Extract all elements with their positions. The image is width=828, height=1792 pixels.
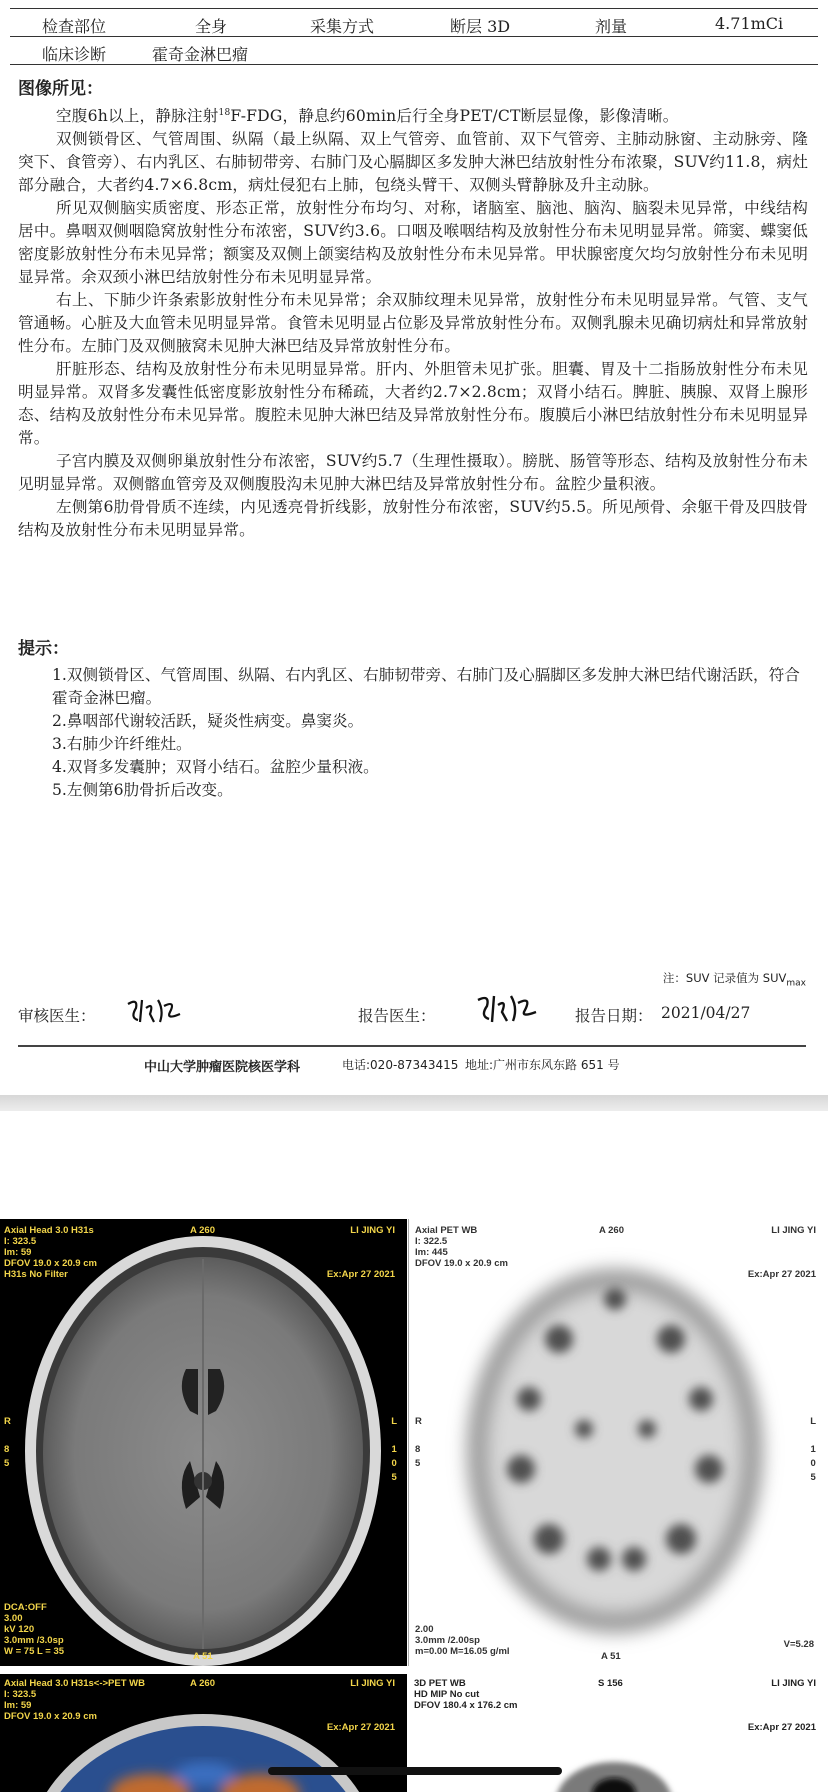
exam-site-value: 全身 (195, 17, 228, 36)
tip-item: 5.左侧第6肋骨折后改变。 (52, 781, 233, 799)
mip-info-line: HD MIP No cut (414, 1689, 480, 1700)
ct-bottom-center: A 51 (193, 1651, 213, 1662)
header-row-diagnosis (10, 37, 818, 65)
pet-info-line: DFOV 19.0 x 20.9 cm (415, 1258, 508, 1269)
pet-bottom-center: A 51 (601, 1651, 621, 1662)
pet-right-marker (810, 1415, 816, 1485)
suv-note (663, 970, 806, 988)
fusion-top-center: A 260 (190, 1678, 215, 1689)
pet-axial-panel (408, 1219, 828, 1666)
pet-right-5: 5 (810, 1472, 816, 1483)
mip-info-line: DFOV 180.4 x 176.2 cm (414, 1700, 518, 1711)
reporter-signature (474, 990, 546, 1026)
ct-axial-panel (0, 1219, 407, 1666)
footer-divider (18, 1045, 806, 1047)
home-indicator[interactable] (268, 1767, 562, 1775)
mip-patient-name: LI JING YI (771, 1678, 816, 1689)
ct-left-r: R (4, 1416, 11, 1427)
pet-info-line: Im: 445 (415, 1247, 448, 1258)
pet-right-1: 1 (810, 1444, 816, 1455)
ct-params-line: 3.00 (4, 1613, 23, 1624)
suv-note-sub: max (786, 978, 806, 989)
ct-right-marker (391, 1415, 397, 1485)
pet-left-r: R (415, 1416, 422, 1427)
mip-top-center: S 156 (598, 1678, 623, 1689)
ct-params-line: 3.0mm /3.0sp (4, 1635, 64, 1646)
ct-info-line: Im: 59 (4, 1247, 32, 1258)
ct-left-marker (4, 1415, 11, 1471)
ct-right-1: 1 (391, 1444, 397, 1455)
findings-title: 图像所见： (18, 79, 103, 99)
fusion-info-line: I: 323.5 (4, 1689, 37, 1700)
fusion-info-line: Im: 59 (4, 1700, 32, 1711)
footer-institution: 中山大学肿瘤医院核医学科 (144, 1060, 301, 1075)
dose-label: 剂量 (595, 17, 628, 36)
ct-params-line: DCA:OFF (4, 1602, 47, 1613)
tip-item: 1.双侧锁骨区、气管周围、纵隔、右内乳区、右肺韧带旁、右肺门及心膈脚区多发肿大淋巴结代谢活跃，符合霍奇金淋巴瘤。 (52, 666, 800, 707)
ct-brain-image (0, 1219, 407, 1666)
findings-paragraph: 左侧第6肋骨骨质不连续，内见透亮骨折线影，放射性分布浓密，SUV约5.5。所见颅骨、余躯干骨及四肢骨结构及放射性分布未见明显异常。 (18, 498, 808, 540)
ct-params-line: W = 75 L = 35 (4, 1646, 65, 1657)
tip-item: 2.鼻咽部代谢较活跃，疑炎性病变。鼻窦炎。 (52, 712, 364, 730)
ct-right-l: L (391, 1416, 397, 1427)
pet-info-line: Axial PET WB (415, 1225, 478, 1236)
ct-right-5: 5 (391, 1472, 397, 1483)
mip-exam-date: Ex:Apr 27 2021 (747, 1722, 816, 1733)
acquisition-value: 断层 3D (450, 17, 511, 36)
ct-info-line: I: 323.5 (4, 1236, 37, 1247)
pet-info-line: I: 322.5 (415, 1236, 448, 1247)
pet-left-5: 5 (415, 1458, 421, 1469)
ct-info-line: DFOV 19.0 x 20.9 cm (4, 1258, 97, 1269)
ct-exam-date: Ex:Apr 27 2021 (326, 1269, 395, 1280)
ct-info-line: Axial Head 3.0 H31s (4, 1225, 94, 1236)
header-row-exam (10, 9, 818, 37)
reviewer-label: 审核医生： (18, 1007, 96, 1025)
mip-info-line: 3D PET WB (414, 1678, 466, 1689)
ct-patient-name: LI JING YI (350, 1225, 395, 1236)
fusion-info-line: Axial Head 3.0 H31s<->PET WB (4, 1678, 145, 1689)
findings-paragraph: 右上、下肺少许条索影放射性分布未见异常；余双肺纹理未见异常，放射性分布未见明显异常。气管、支气管通畅。心脏及大血管未见明显异常。食管未见明显占位影及异常放射性分布。双侧乳腺未见确切病灶和异常放射性分布。左肺门及双侧腋窝未见肿大淋巴结及异常放射性分布。 (18, 291, 808, 356)
findings-paragraph: 所见双侧脑实质密度、形态正常，放射性分布均匀、对称，诸脑室、脑池、脑沟、脑裂未见异常，中线结构居中。鼻咽双侧咽隐窝放射性分布浓密，SUV约3.6。口咽及喉咽结构及放射性分布未见明显异常。筛窦、蝶窦低密度影放射性分布未见异常；额窦及双侧上颌窦结构及放射性分布未见异常。甲状腺密度欠均匀放射性分布未见明显异常。余双颈小淋巴结放射性分布未见明显异常。 (18, 199, 808, 287)
ct-right-0: 0 (391, 1458, 397, 1469)
reporter-label: 报告医生： (358, 1007, 436, 1025)
findings-body (18, 102, 808, 542)
pet-patient-name: LI JING YI (771, 1225, 816, 1236)
pet-left-8: 8 (415, 1444, 421, 1455)
tip-item: 4.双肾多发囊肿；双肾小结石。盆腔少量积液。 (52, 758, 379, 776)
pet-right-0: 0 (810, 1458, 816, 1469)
exam-site-label: 检查部位 (42, 17, 107, 36)
header-table (10, 8, 818, 65)
report-date-label: 报告日期： (575, 1007, 653, 1025)
suv-note-text: 注：SUV 记录值为 SUV (662, 971, 787, 985)
pet-left-marker (415, 1415, 422, 1471)
pet-brain-image (409, 1219, 828, 1666)
ct-left-8: 8 (4, 1444, 10, 1455)
acquisition-label: 采集方式 (310, 17, 375, 36)
findings-paragraph: 双侧锁骨区、气管周围、纵隔（最上纵隔、双上气管旁、血管前、双下气管旁、主肺动脉窗、主动脉旁、隆突下、食管旁）、右内乳区、右肺韧带旁、右肺门及心膈脚区多发肿大淋巴结放射性分布浓聚，SUV约11.8，病灶部分融合，大者约4.7×6.8cm，病灶侵犯右上肺，包绕头臂干、双侧头臂静脉及升主动脉。 (18, 130, 808, 195)
pet-params-line: m=0.00 M=16.05 g/ml (415, 1646, 510, 1657)
pet-params-line: 2.00 (415, 1624, 434, 1635)
diagnosis-label: 临床诊断 (42, 45, 107, 64)
tips-title: 提示： (18, 639, 69, 659)
footer-phone: 电话:020-87343415 (342, 1058, 459, 1072)
ct-top-center: A 260 (190, 1225, 215, 1236)
findings-paragraph: 肝脏形态、结构及放射性分布未见明显异常。肝内、外胆管未见扩张。胆囊、胃及十二指肠放射性分布未见明显异常。双肾多发囊性低密度影放射性分布稀疏，大者约2.7×2.8cm；双肾小结石。脾脏、胰腺、双肾上腺形态、结构及放射性分布未见异常。腹腔未见肿大淋巴结及异常放射性分布。腹膜后小淋巴结放射性分布未见明显异常。 (18, 360, 808, 448)
pet-params-line: 3.0mm /2.00sp (415, 1635, 480, 1646)
fusion-info-line: DFOV 19.0 x 20.9 cm (4, 1711, 97, 1722)
pet-exam-date: Ex:Apr 27 2021 (747, 1269, 816, 1280)
dose-value: 4.71mCi (715, 14, 784, 33)
pet-top-center: A 260 (599, 1225, 624, 1236)
fusion-patient-name: LI JING YI (350, 1678, 395, 1689)
ct-params-line: kV 120 (4, 1624, 35, 1635)
ct-info-line: H31s No Filter (4, 1269, 68, 1280)
reviewer-signature (124, 994, 188, 1026)
page-separator (0, 1095, 828, 1111)
fusion-exam-date: Ex:Apr 27 2021 (326, 1722, 395, 1733)
pet-value-label: V=5.28 (783, 1639, 814, 1650)
tip-item: 3.右肺少许纤维灶。 (52, 735, 192, 753)
findings-paragraph: 空腹6h以上，静脉注射$^{18}$F-FDG，静息约60min后行全身PET/CT断层显像，影像清晰。 (56, 107, 679, 126)
diagnosis-value: 霍奇金淋巴瘤 (152, 45, 249, 64)
tips-list (52, 664, 812, 802)
findings-paragraph: 子宫内膜及双侧卵巢放射性分布浓密，SUV约5.7（生理性摄取）。膀胱、肠管等形态、结构及放射性分布未见明显异常。双侧髂血管旁及双侧腹股沟未见肿大淋巴结及异常放射性分布。盆腔少量积液。 (18, 452, 808, 494)
report-date-value: 2021/04/27 (661, 1004, 751, 1022)
footer-address: 地址:广州市东风东路 651 号 (465, 1058, 620, 1072)
pet-right-l: L (810, 1416, 816, 1427)
ct-left-5: 5 (4, 1458, 10, 1469)
